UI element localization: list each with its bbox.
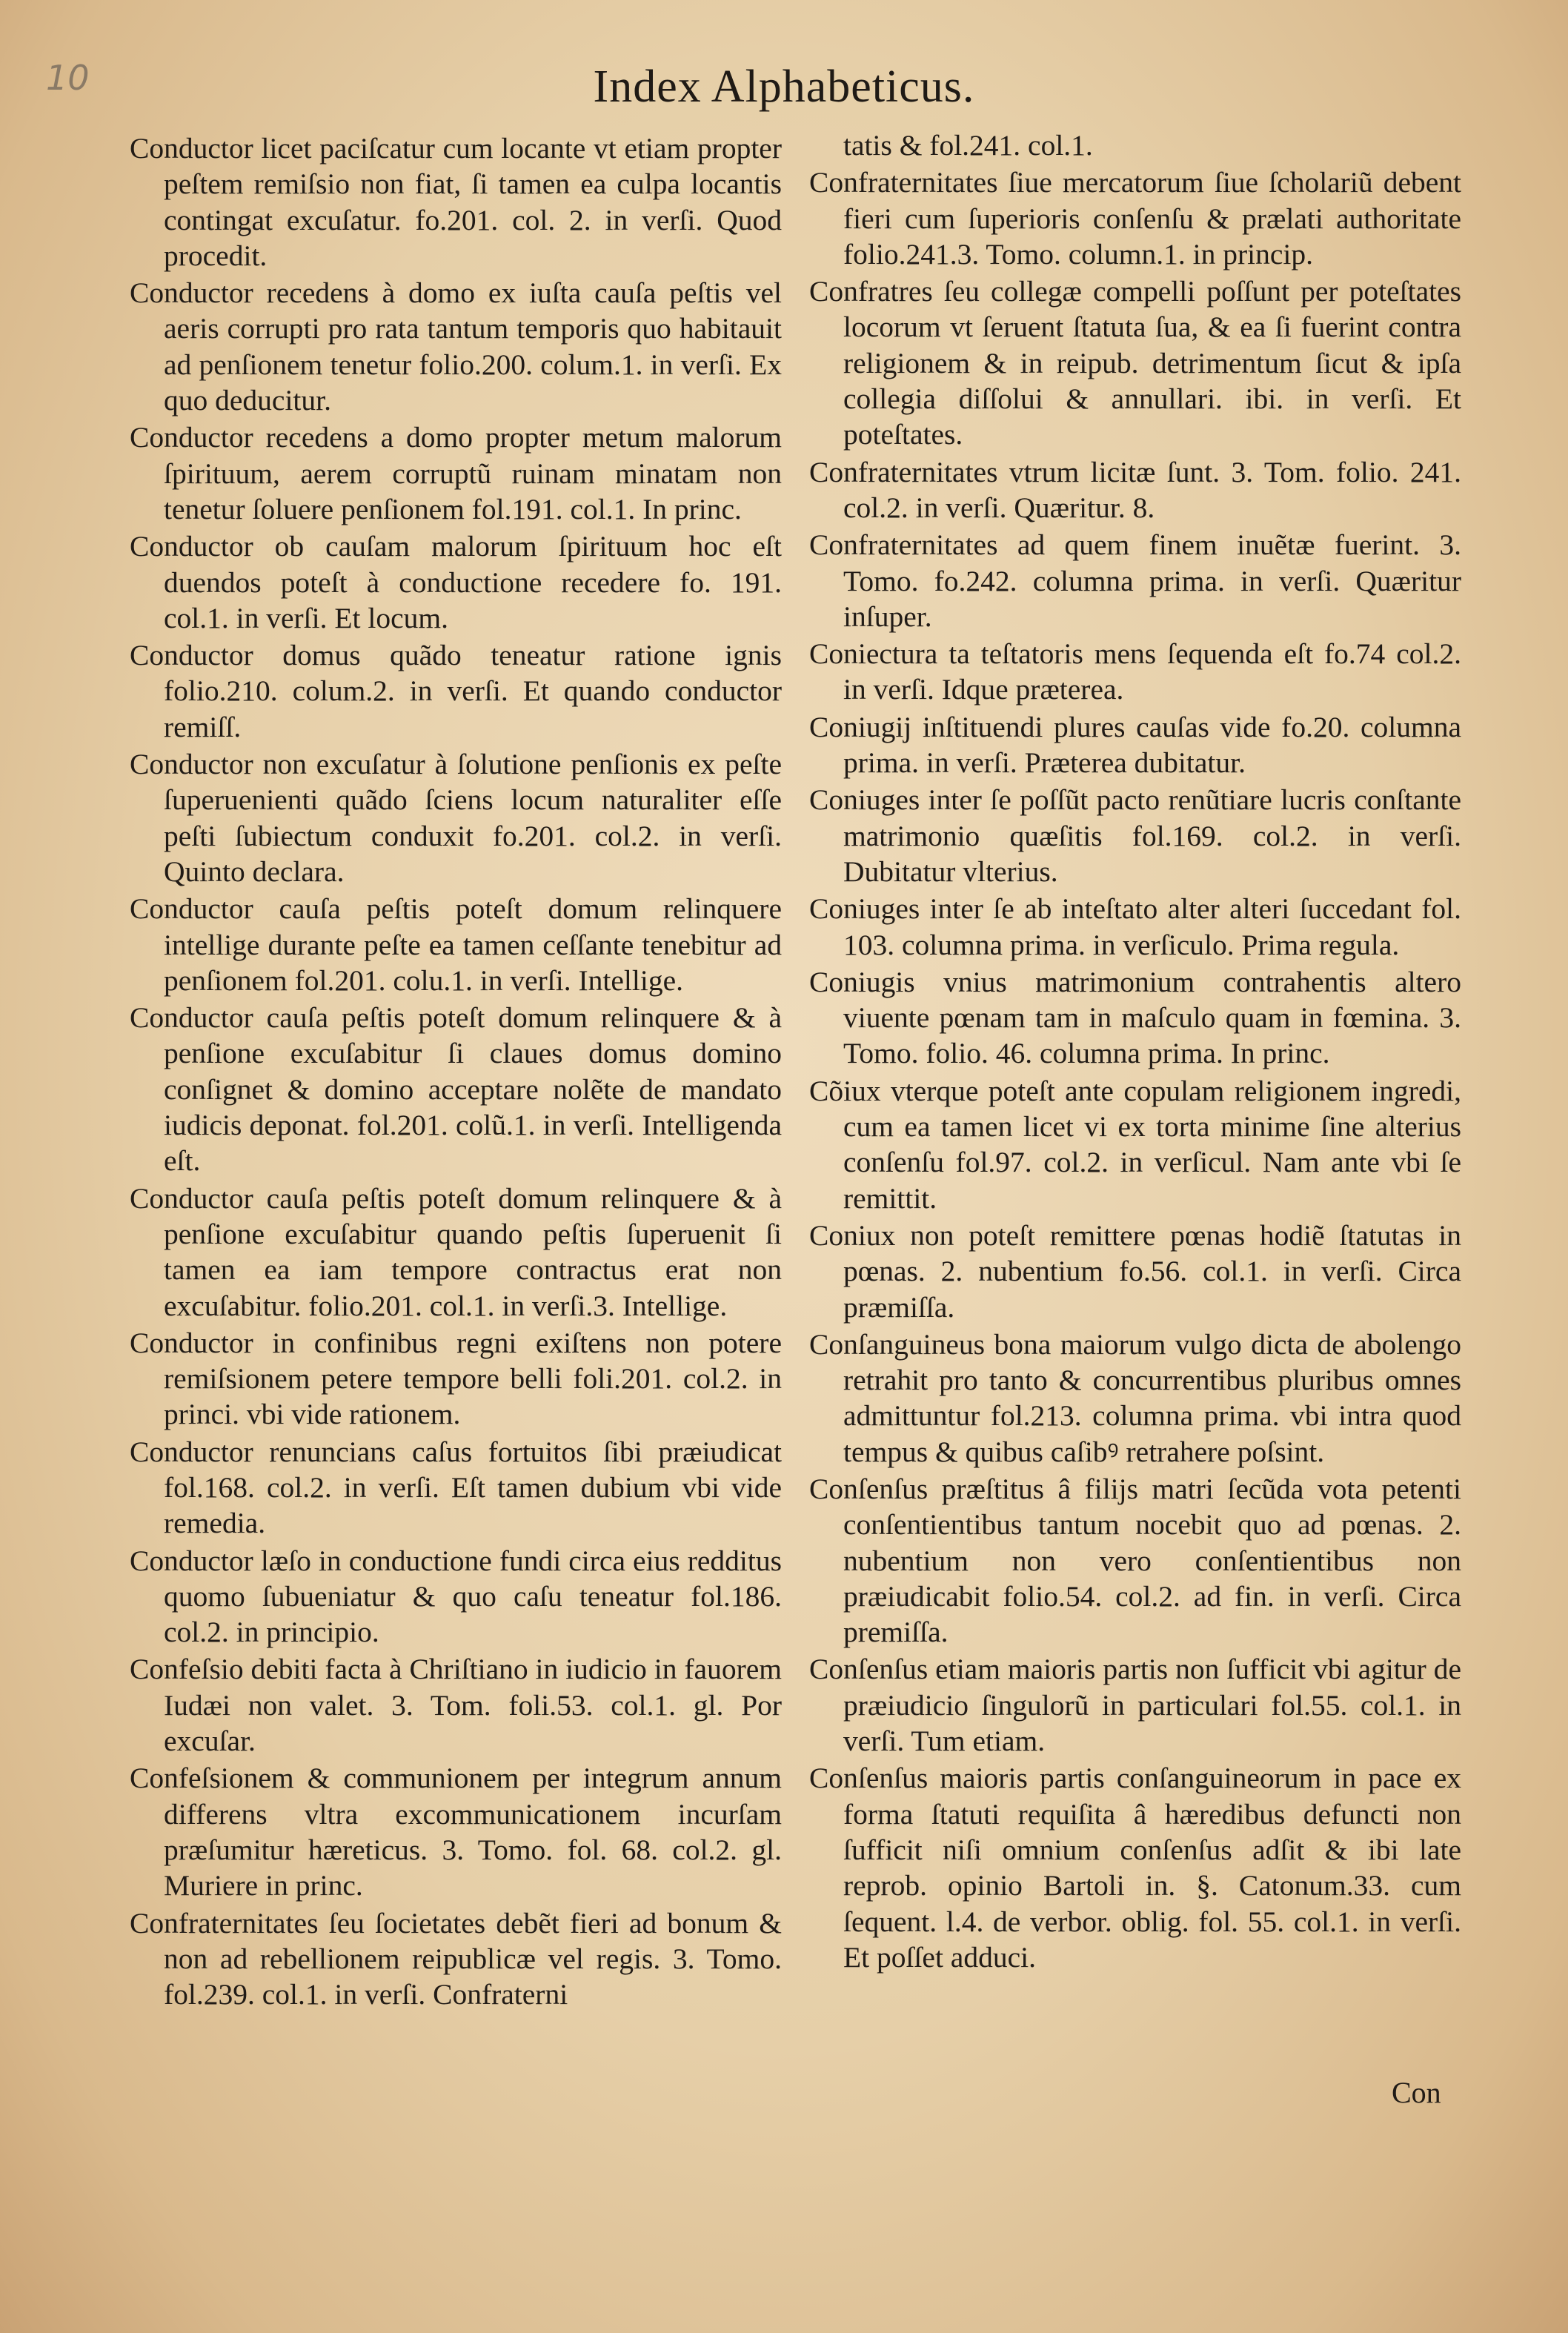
index-entry: Conductor læſo in conductione fundi circa eius redditus quomo ſubueniatur & quo caſu teneatur fol.186. col.2. in principio.: [130, 1544, 782, 1649]
index-entry: Confeſsio debiti facta à Chriſtiano in iudicio in fauorem Iudæi non valet. 3. Tom. foli.53. col.1. gl. Por excuſar.: [130, 1653, 782, 1758]
index-entry: Conſenſus etiam maioris partis non ſufficit vbi agitur de præiudicio ſingulorũ in particulari fol.55. col.1. in verſi. Tum etiam.: [809, 1653, 1461, 1758]
index-entry: Cõiux vterque poteſt ante copulam religionem ingredi, cum ea tamen licet vi ex torta minime ſine alterius conſenſu fol.97. col.2. in verſicul. Nam ante vbi ſe remittit.: [809, 1074, 1461, 1215]
index-entry: Conductor domus quãdo teneatur ratione ignis folio.210. colum.2. in verſi. Et quando conductor remiſſ.: [130, 639, 782, 743]
index-entry: Conductor licet paciſcatur cum locante vt etiam propter peſtem remiſsio non fiat, ſi tamen ea culpa locantis contingat excuſatur. fo.201. col. 2. in verſi. Quod procedit.: [130, 132, 782, 272]
handwritten-folio-number: 10: [46, 58, 90, 98]
index-entry: Conductor in confinibus regni exiſtens non potere remiſsionem petere tempore belli foli.201. col.2. in princi. vbi vide rationem.: [130, 1326, 782, 1431]
index-entry: Conductor cauſa peſtis poteſt domum relinquere & à penſione excuſabitur quando peſtis ſuperuenit ſi tamen ea iam tempore contractus erat non excuſabitur. folio.201. col.1. in verſi.3. Intellige.: [130, 1181, 782, 1322]
index-entry: Conductor ob cauſam malorum ſpirituum hoc eſt duendos poteſt à conductione recedere fo. 191. col.1. in verſi. Et locum.: [130, 530, 782, 634]
right-column: [809, 127, 1461, 1977]
index-entry: Coniugis vnius matrimonium contrahentis altero viuente pœnam tam in maſculo quam in fœmina. 3. Tomo. folio. 46. columna prima. In princ.: [809, 965, 1461, 1070]
index-entry: Conductor non excuſatur à ſolutione penſionis ex peſte ſuperuenienti quãdo ſciens locum naturaliter eſſe peſti ſubiectum conduxit fo.201. col.2. in verſi. Quinto declara.: [130, 748, 782, 888]
index-entry: Conſenſus præſtitus â filijs matri ſecũda vota petenti conſentientibus tantum nocebit quo ad pœnas. 2. nubentium non vero conſentientibus non præiudicabit folio.54. col.2. ad fin. in verſi. Circa premiſſa.: [809, 1472, 1461, 1649]
index-entry: Conſanguineus bona maiorum vulgo dicta de abolengo retrahit pro tanto & concurrentibus pluribus omnes admittuntur fol.213. columna prima. vbi intra quod tempus & quibus caſibꝰ retrahere poſsint.: [809, 1327, 1461, 1468]
index-entry-continuation: tatis & fol.241. col.1.: [843, 129, 1093, 162]
index-entry: Coniugij inſtituendi plures cauſas vide fo.20. columna prima. in verſi. Præterea dubitatur.: [809, 710, 1461, 780]
index-entry: Conductor cauſa peſtis poteſt domum relinquere intellige durante peſte ea tamen ceſſante tenebitur ad penſionem fol.201. colu.1. in verſi. Intellige.: [130, 892, 782, 997]
index-entry: Coniuges inter ſe poſſũt pacto renũtiare lucris conſtante matrimonio quæſitis fol.169. col.2. in verſi. Dubitatur vlterius.: [809, 783, 1461, 888]
index-entry: Confeſsionem & communionem per integrum annum differens vltra excommunicationem incurſam præſumitur hæreticus. 3. Tomo. fol. 68. col.2. gl. Muriere in princ.: [130, 1762, 782, 1902]
index-entry: Conductor renuncians caſus fortuitos ſibi præiudicat fol.168. col.2. in verſi. Eſt tamen dubium vbi vide remedia.: [130, 1435, 782, 1540]
index-entry: Coniectura ta teſtatoris mens ſequenda eſt fo.74 col.2. in verſi. Idque præterea.: [809, 637, 1461, 706]
running-title: Index Alphabeticus.: [593, 62, 975, 112]
index-entry: Confraternitates ſiue mercatorum ſiue ſcholariũ debent fieri cum ſuperioris conſenſu & prælati authoritate folio.241.3. Tomo. column.1. in princip.: [809, 166, 1461, 271]
index-entry: Coniux non poteſt remittere pœnas hodiẽ ſtatutas in pœnas. 2. nubentium fo.56. col.1. in verſi. Circa præmiſſa.: [809, 1218, 1461, 1324]
index-entry: Confratres ſeu collegæ compelli poſſunt per poteſtates locorum vt ſeruent ſtatuta ſua, & ea ſi fuerint contra religionem & in reipub. detrimentum ſicut & ipſa collegia diſſolui & annullari. ibi. in verſi. Et poteſtates.: [809, 275, 1461, 451]
index-entry: Confraternitates vtrum licitæ ſunt. 3. Tom. folio. 241. col.2. in verſi. Quæritur. 8.: [809, 455, 1461, 524]
index-entry: Conductor recedens a domo propter metum malorum ſpirituum, aerem corruptũ ruinam minatam non tenetur ſoluere penſionem fol.191. col.1. In princ.: [130, 421, 782, 525]
index-entry: Conſenſus maioris partis conſanguineorum in pace ex forma ſtatuti requiſita â hæredibus defuncti non ſufficit niſi omnium conſenſus adſit & ibi late reprob. opinio Bartoli in. §. Catonum.33. cum ſequent. l.4. de verbor. oblig. fol. 55. col.1. in verſi. Et poſſet adduci.: [809, 1762, 1461, 1974]
index-entry: Confraternitates ad quem finem inuẽtæ fuerint. 3. Tomo. fo.242. columna prima. in verſi. Quæritur inſuper.: [809, 528, 1461, 633]
index-entry: Confraternitates ſeu ſocietates debẽt fieri ad bonum & non ad rebellionem reipublicæ vel regis. 3. Tomo. fol.239. col.1. in verſi. Confraterni: [130, 1906, 782, 2011]
index-entry: Coniuges inter ſe ab inteſtato alter alteri ſuccedant fol. 103. columna prima. in verſiculo. Prima regula.: [809, 892, 1461, 961]
index-entry: Conductor cauſa peſtis poteſt domum relinquere & à penſione excuſabitur ſi claues domus domino conſignet & domino acceptare nolẽte de mandato iudicis deponat. fol.201. colũ.1. in verſi. Intelligenda eſt.: [130, 1001, 782, 1178]
left-column: [130, 130, 782, 2014]
index-entry: Conductor recedens à domo ex iuſta cauſa peſtis vel aeris corrupti pro rata tantum temporis quo habitauit ad penſionem tenetur folio.200. colum.1. in verſi. Ex quo deducitur.: [130, 276, 782, 417]
catchword: Con: [1392, 2076, 1441, 2109]
